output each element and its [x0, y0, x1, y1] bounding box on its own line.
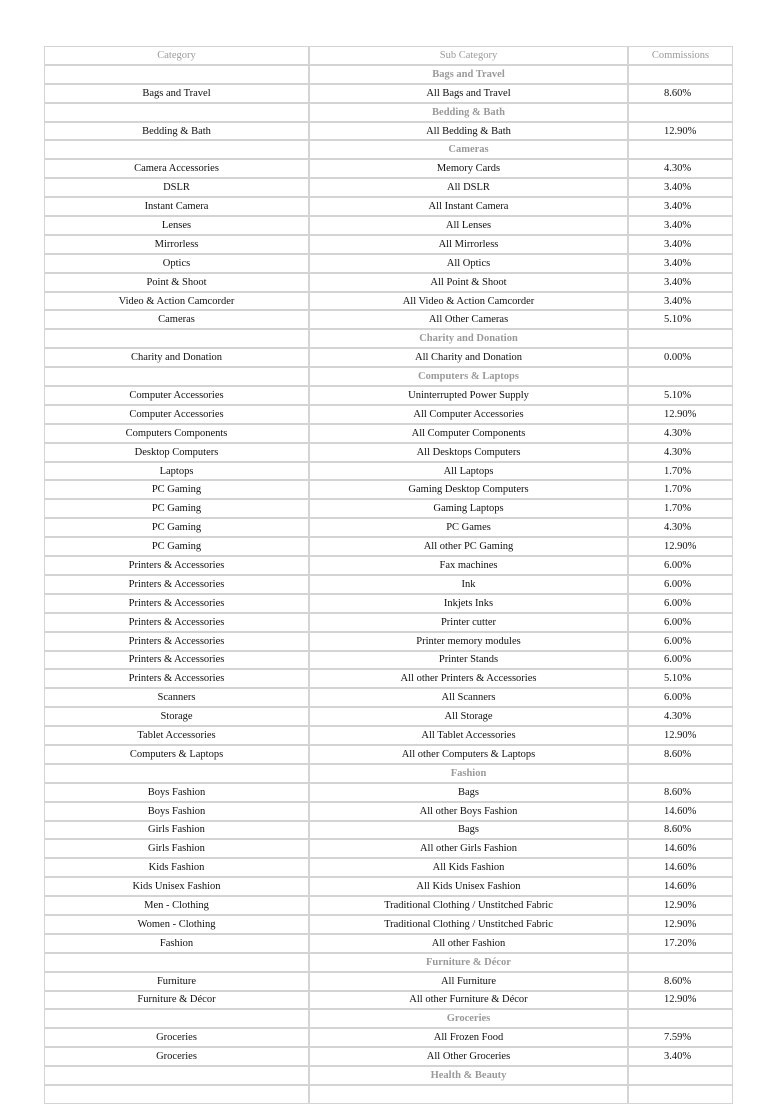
category-cell: Girls Fashion [44, 839, 309, 858]
category-cell: Camera Accessories [44, 159, 309, 178]
sub-category-cell: All Laptops [309, 462, 628, 481]
sub-category-cell: All other Computers & Laptops [309, 745, 628, 764]
table-body [44, 65, 733, 1104]
section-spacer-cell [44, 764, 309, 783]
table-row [44, 991, 733, 1010]
category-cell: Furniture & Décor [44, 991, 309, 1010]
section-spacer-cell [628, 329, 733, 348]
commission-cell: 14.60% [628, 839, 733, 858]
category-cell: Printers & Accessories [44, 575, 309, 594]
commission-cell: 4.30% [628, 159, 733, 178]
commission-cell: 5.10% [628, 669, 733, 688]
category-cell: Optics [44, 254, 309, 273]
table-row [44, 745, 733, 764]
table-row [44, 499, 733, 518]
table-row [44, 877, 733, 896]
header-commissions: Commissions [628, 46, 733, 65]
commission-cell: 3.40% [628, 235, 733, 254]
commission-cell: 6.00% [628, 688, 733, 707]
category-cell: Girls Fashion [44, 821, 309, 840]
sub-category-cell: All Mirrorless [309, 235, 628, 254]
sub-category-cell: Bags [309, 783, 628, 802]
category-cell: Boys Fashion [44, 783, 309, 802]
category-cell: Printers & Accessories [44, 613, 309, 632]
commission-cell: 6.00% [628, 575, 733, 594]
sub-category-cell: All other Fashion [309, 934, 628, 953]
category-cell: Storage [44, 707, 309, 726]
section-spacer-cell [44, 1009, 309, 1028]
table-row [44, 254, 733, 273]
commission-cell: 0.00% [628, 348, 733, 367]
sub-category-cell: Traditional Clothing / Unstitched Fabric [309, 915, 628, 934]
section-spacer-cell [44, 140, 309, 159]
sub-category-cell: All other Girls Fashion [309, 839, 628, 858]
category-cell: PC Gaming [44, 480, 309, 499]
section-row [44, 1066, 733, 1085]
category-cell: Kids Unisex Fashion [44, 877, 309, 896]
sub-category-cell: Gaming Laptops [309, 499, 628, 518]
sub-category-cell: All DSLR [309, 178, 628, 197]
category-cell: Bags and Travel [44, 84, 309, 103]
section-row [44, 65, 733, 84]
sub-category-cell: All Other Groceries [309, 1047, 628, 1066]
commission-cell: 4.30% [628, 707, 733, 726]
category-cell: Printers & Accessories [44, 651, 309, 670]
commission-cell: 4.30% [628, 518, 733, 537]
sub-category-cell: All Optics [309, 254, 628, 273]
commission-cell: 3.40% [628, 178, 733, 197]
commission-cell: 6.00% [628, 594, 733, 613]
commission-cell: 12.90% [628, 537, 733, 556]
section-spacer-cell [628, 367, 733, 386]
table-row [44, 972, 733, 991]
sub-category-cell: All other Furniture & Décor [309, 991, 628, 1010]
category-cell: Charity and Donation [44, 348, 309, 367]
header-sub-category: Sub Category [309, 46, 628, 65]
table-row [44, 1028, 733, 1047]
table-row [44, 405, 733, 424]
table-row [44, 839, 733, 858]
sub-category-cell [309, 1085, 628, 1104]
category-cell: Computers & Laptops [44, 745, 309, 764]
commission-cell: 12.90% [628, 726, 733, 745]
sub-category-cell: All Desktops Computers [309, 443, 628, 462]
table-row [44, 443, 733, 462]
section-spacer-cell [628, 140, 733, 159]
commission-cell: 6.00% [628, 632, 733, 651]
section-spacer-cell [628, 65, 733, 84]
commission-cell: 3.40% [628, 273, 733, 292]
commission-cell: 8.60% [628, 821, 733, 840]
commission-cell: 12.90% [628, 405, 733, 424]
table-row [44, 235, 733, 254]
commission-cell [628, 1085, 733, 1104]
commission-cell: 1.70% [628, 499, 733, 518]
commission-cell: 6.00% [628, 556, 733, 575]
section-title: Cameras [309, 140, 628, 159]
commission-cell: 14.60% [628, 802, 733, 821]
commission-cell: 5.10% [628, 310, 733, 329]
sub-category-cell: All Lenses [309, 216, 628, 235]
sub-category-cell: All Storage [309, 707, 628, 726]
commission-cell: 14.60% [628, 877, 733, 896]
category-cell: Fashion [44, 934, 309, 953]
section-title: Bags and Travel [309, 65, 628, 84]
commission-cell: 5.10% [628, 386, 733, 405]
table-row [44, 348, 733, 367]
table-row [44, 178, 733, 197]
table-row [44, 197, 733, 216]
table-row [44, 556, 733, 575]
category-cell: Printers & Accessories [44, 632, 309, 651]
table-row [44, 273, 733, 292]
sub-category-cell: All Instant Camera [309, 197, 628, 216]
category-cell: Bedding & Bath [44, 122, 309, 141]
section-spacer-cell [44, 103, 309, 122]
category-cell: Printers & Accessories [44, 594, 309, 613]
table-row [44, 821, 733, 840]
commission-cell: 1.70% [628, 462, 733, 481]
table-row [44, 84, 733, 103]
sub-category-cell: All Scanners [309, 688, 628, 707]
sub-category-cell: Uninterrupted Power Supply [309, 386, 628, 405]
commission-cell: 8.60% [628, 972, 733, 991]
commission-cell: 8.60% [628, 783, 733, 802]
table-header-row [44, 46, 733, 65]
sub-category-cell: All Kids Fashion [309, 858, 628, 877]
table-row [44, 613, 733, 632]
section-row [44, 329, 733, 348]
section-title: Computers & Laptops [309, 367, 628, 386]
table-row [44, 122, 733, 141]
sub-category-cell: Printer memory modules [309, 632, 628, 651]
commission-cell: 12.90% [628, 991, 733, 1010]
table-row [44, 688, 733, 707]
category-cell: Boys Fashion [44, 802, 309, 821]
section-row [44, 764, 733, 783]
category-cell: Women - Clothing [44, 915, 309, 934]
section-spacer-cell [628, 1009, 733, 1028]
commission-cell: 12.90% [628, 122, 733, 141]
sub-category-cell: PC Games [309, 518, 628, 537]
sub-category-cell: All Computer Accessories [309, 405, 628, 424]
commission-cell: 12.90% [628, 896, 733, 915]
sub-category-cell: Printer Stands [309, 651, 628, 670]
commission-cell: 6.00% [628, 613, 733, 632]
category-cell: Mirrorless [44, 235, 309, 254]
table-row [44, 915, 733, 934]
category-cell: Kids Fashion [44, 858, 309, 877]
category-cell: PC Gaming [44, 537, 309, 556]
table-row [44, 1085, 733, 1104]
section-title: Health & Beauty [309, 1066, 628, 1085]
category-cell: PC Gaming [44, 499, 309, 518]
category-cell: Video & Action Camcorder [44, 292, 309, 311]
category-cell: Tablet Accessories [44, 726, 309, 745]
table-row [44, 726, 733, 745]
table-row [44, 518, 733, 537]
category-cell: Printers & Accessories [44, 556, 309, 575]
category-cell: Groceries [44, 1028, 309, 1047]
category-cell: PC Gaming [44, 518, 309, 537]
section-spacer-cell [44, 65, 309, 84]
category-cell: Groceries [44, 1047, 309, 1066]
table-row [44, 159, 733, 178]
commission-table-container [44, 46, 733, 1104]
category-cell: Computers Components [44, 424, 309, 443]
sub-category-cell: All Furniture [309, 972, 628, 991]
commission-cell: 3.40% [628, 292, 733, 311]
category-cell: Computer Accessories [44, 386, 309, 405]
commission-cell: 12.90% [628, 915, 733, 934]
table-row [44, 783, 733, 802]
section-spacer-cell [628, 1066, 733, 1085]
category-cell: Computer Accessories [44, 405, 309, 424]
category-cell: Lenses [44, 216, 309, 235]
section-title: Furniture & Décor [309, 953, 628, 972]
sub-category-cell: All Charity and Donation [309, 348, 628, 367]
sub-category-cell: All Other Cameras [309, 310, 628, 329]
section-row [44, 953, 733, 972]
table-row [44, 651, 733, 670]
table-row [44, 707, 733, 726]
commission-cell: 4.30% [628, 443, 733, 462]
sub-category-cell: All Bags and Travel [309, 84, 628, 103]
table-row [44, 1047, 733, 1066]
section-spacer-cell [44, 953, 309, 972]
table-row [44, 292, 733, 311]
sub-category-cell: All other Printers & Accessories [309, 669, 628, 688]
section-row [44, 140, 733, 159]
table-row [44, 802, 733, 821]
table-row [44, 594, 733, 613]
commission-cell: 17.20% [628, 934, 733, 953]
table-row [44, 858, 733, 877]
category-cell [44, 1085, 309, 1104]
table-row [44, 480, 733, 499]
sub-category-cell: Inkjets Inks [309, 594, 628, 613]
commission-cell: 8.60% [628, 84, 733, 103]
table-row [44, 896, 733, 915]
commission-cell: 4.30% [628, 424, 733, 443]
sub-category-cell: Traditional Clothing / Unstitched Fabric [309, 896, 628, 915]
category-cell: Desktop Computers [44, 443, 309, 462]
commission-table [44, 46, 733, 1104]
table-row [44, 632, 733, 651]
table-row [44, 537, 733, 556]
sub-category-cell: All Video & Action Camcorder [309, 292, 628, 311]
commission-cell: 6.00% [628, 651, 733, 670]
category-cell: Printers & Accessories [44, 669, 309, 688]
section-spacer-cell [44, 367, 309, 386]
table-row [44, 216, 733, 235]
sub-category-cell: All Kids Unisex Fashion [309, 877, 628, 896]
commission-cell: 3.40% [628, 1047, 733, 1066]
commission-cell: 7.59% [628, 1028, 733, 1047]
sub-category-cell: All Tablet Accessories [309, 726, 628, 745]
sub-category-cell: All other Boys Fashion [309, 802, 628, 821]
sub-category-cell: Ink [309, 575, 628, 594]
section-row [44, 1009, 733, 1028]
sub-category-cell: Memory Cards [309, 159, 628, 178]
table-row [44, 310, 733, 329]
commission-cell: 8.60% [628, 745, 733, 764]
section-title: Fashion [309, 764, 628, 783]
table-row [44, 575, 733, 594]
category-cell: Scanners [44, 688, 309, 707]
section-spacer-cell [44, 1066, 309, 1085]
category-cell: Instant Camera [44, 197, 309, 216]
sub-category-cell: Gaming Desktop Computers [309, 480, 628, 499]
commission-cell: 3.40% [628, 197, 733, 216]
sub-category-cell: Fax machines [309, 556, 628, 575]
section-row [44, 367, 733, 386]
category-cell: Men - Clothing [44, 896, 309, 915]
sub-category-cell: Printer cutter [309, 613, 628, 632]
commission-cell: 3.40% [628, 254, 733, 273]
category-cell: Point & Shoot [44, 273, 309, 292]
section-title: Bedding & Bath [309, 103, 628, 122]
section-spacer-cell [628, 103, 733, 122]
sub-category-cell: All Computer Components [309, 424, 628, 443]
sub-category-cell: All Point & Shoot [309, 273, 628, 292]
sub-category-cell: Bags [309, 821, 628, 840]
category-cell: Laptops [44, 462, 309, 481]
table-row [44, 424, 733, 443]
commission-cell: 1.70% [628, 480, 733, 499]
table-row [44, 386, 733, 405]
header-category: Category [44, 46, 309, 65]
table-row [44, 669, 733, 688]
commission-cell: 14.60% [628, 858, 733, 877]
sub-category-cell: All Frozen Food [309, 1028, 628, 1047]
section-title: Charity and Donation [309, 329, 628, 348]
section-spacer-cell [628, 764, 733, 783]
table-row [44, 462, 733, 481]
section-title: Groceries [309, 1009, 628, 1028]
table-row [44, 934, 733, 953]
sub-category-cell: All other PC Gaming [309, 537, 628, 556]
commission-cell: 3.40% [628, 216, 733, 235]
category-cell: Cameras [44, 310, 309, 329]
section-spacer-cell [44, 329, 309, 348]
section-row [44, 103, 733, 122]
section-spacer-cell [628, 953, 733, 972]
sub-category-cell: All Bedding & Bath [309, 122, 628, 141]
category-cell: Furniture [44, 972, 309, 991]
category-cell: DSLR [44, 178, 309, 197]
